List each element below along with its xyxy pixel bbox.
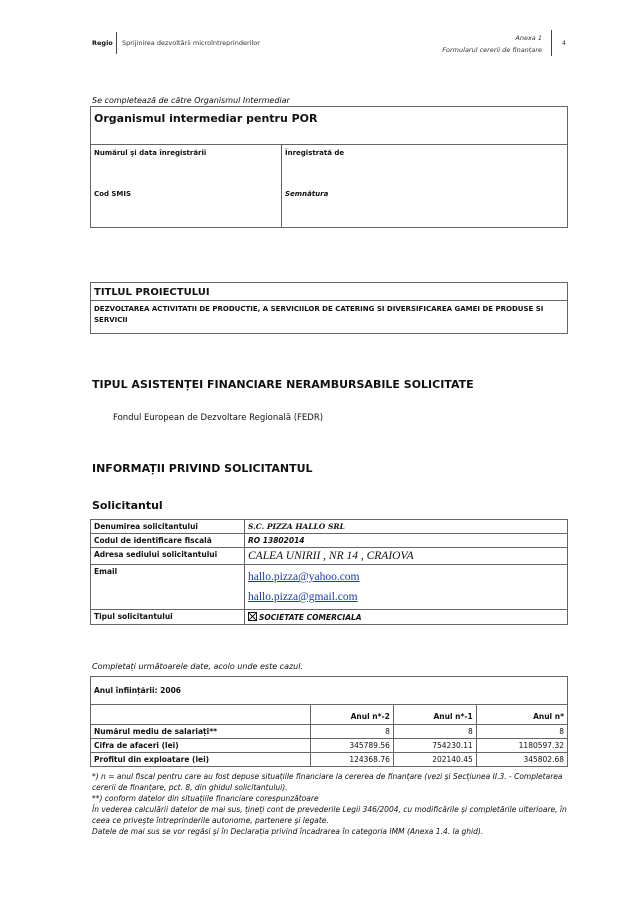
table-row	[91, 725, 568, 739]
table-row	[91, 677, 568, 705]
column-header: Anul n*-2	[311, 705, 394, 725]
table-header-row	[91, 705, 568, 725]
applicant-type: SOCIETATE COMERCIALA	[245, 610, 568, 625]
table-row	[91, 520, 568, 534]
cell-value: 1180597.32	[476, 739, 567, 753]
divider	[91, 144, 567, 145]
reg-number-label: Numărul şi data înregistrării	[94, 149, 207, 157]
cell-value: 754230.11	[393, 739, 476, 753]
divider	[91, 300, 567, 301]
table-row	[91, 753, 568, 767]
footnote: *) n = anul fiscal pentru care au fost depuse situațiile financiare la cererea de finanțare (vezi şi Secțiunea II.3. - Completarea cererii de finanțare, pct. 8, din ghidul solicitantului).	[92, 772, 563, 792]
header-divider	[116, 32, 117, 54]
email-link[interactable]: hallo.pizza@gmail.com	[248, 591, 358, 603]
row-label: Numărul mediu de salariați**	[91, 725, 311, 739]
applicant-heading: INFORMAȚII PRIVIND SOLICITANTUL	[92, 462, 313, 475]
footnote: **) conform datelor din situațiile financiare corespunzătoare	[92, 794, 319, 803]
intermediary-note: Se completează de către Organismul Intermediar	[92, 96, 290, 105]
table-row	[91, 548, 568, 565]
cell-value: 8	[476, 725, 567, 739]
type-label: Tipul solicitantului	[91, 610, 245, 625]
column-header: Anul n*	[476, 705, 567, 725]
annex-label: Anexa 1	[515, 34, 542, 42]
signature-label: Semnătura	[285, 190, 329, 198]
footnotes	[92, 771, 568, 837]
registered-by-label: Înregistrată de	[285, 149, 345, 157]
table-row	[91, 739, 568, 753]
email-label: Email	[91, 565, 245, 610]
assistance-heading: TIPUL ASISTENȚEI FINANCIARE NERAMBURSABILE SOLICITATE	[92, 378, 474, 391]
address-value: CALEA UNIRII , NR 14 , CRAIOVA	[245, 548, 568, 565]
table-row	[91, 565, 568, 610]
email-link[interactable]: hallo.pizza@yahoo.com	[248, 571, 360, 583]
email-values	[245, 565, 568, 610]
empty-header	[91, 705, 311, 725]
cell-value: 345802.68	[476, 753, 567, 767]
row-label: Cifra de afaceri (lei)	[91, 739, 311, 753]
footnote: Datele de mai sus se vor regăsi şi în Declarația privind încadrarea în categoria IMM (Anexa 1.4. la ghid).	[92, 827, 484, 836]
cell-value: 8	[311, 725, 394, 739]
project-title-box	[90, 282, 568, 334]
header-divider	[551, 30, 552, 56]
fiscal-code: RO 13802014	[245, 534, 568, 548]
intermediary-box	[90, 106, 568, 228]
smis-label: Cod SMIS	[94, 190, 132, 198]
table-row	[91, 610, 568, 625]
header-subtitle: Sprijinirea dezvoltării microîntreprinderilor	[122, 39, 260, 47]
founded-year: Anul înființării: 2006	[91, 677, 568, 705]
address-label: Adresa sediului solicitantului	[91, 548, 245, 565]
row-label: Profitul din exploatare (lei)	[91, 753, 311, 767]
form-label: Formularul cererii de finanțare	[442, 46, 542, 54]
page-number: 4	[561, 39, 566, 47]
applicant-name: S.C. PIZZA HALLO SRL	[245, 520, 568, 534]
cell-value: 202140.45	[393, 753, 476, 767]
brand-logo: Regio	[92, 39, 113, 47]
name-label: Denumirea solicitantului	[91, 520, 245, 534]
project-title: DEZVOLTAREA ACTIVITATII DE PRODUCTIE, A SERVICIILOR DE CATERING SI DIVERSIFICAREA GAMEI DE PRODUSE SI SERVICII	[94, 305, 544, 324]
header-annex-info	[442, 32, 542, 56]
page-header	[92, 30, 568, 58]
fund-name: Fondul European de Dezvoltare Regională (FEDR)	[113, 413, 324, 423]
cell-value: 8	[393, 725, 476, 739]
financial-table	[90, 676, 568, 767]
table-row	[91, 534, 568, 548]
footnote: În vederea calculării datelor de mai sus, țineți cont de prevederile Legii 346/2004, cu modificările şi completările ulterioare, în ceea ce priveşte întreprinderile autonome, partenere şi legate.	[92, 805, 567, 825]
applicant-table	[90, 519, 568, 625]
checked-box-icon[interactable]	[248, 612, 257, 621]
financial-note: Completați următoarele date, acolo unde este cazul.	[92, 662, 304, 671]
project-title-label: TITLUL PROIECTULUI	[94, 287, 210, 298]
divider	[281, 144, 282, 227]
intermediary-title: Organismul intermediar pentru POR	[94, 112, 318, 125]
column-header: Anul n*-1	[393, 705, 476, 725]
fiscal-label: Codul de identificare fiscală	[91, 534, 245, 548]
cell-value: 345789.56	[311, 739, 394, 753]
cell-value: 124368.76	[311, 753, 394, 767]
applicant-subheading: Solicitantul	[92, 499, 163, 512]
